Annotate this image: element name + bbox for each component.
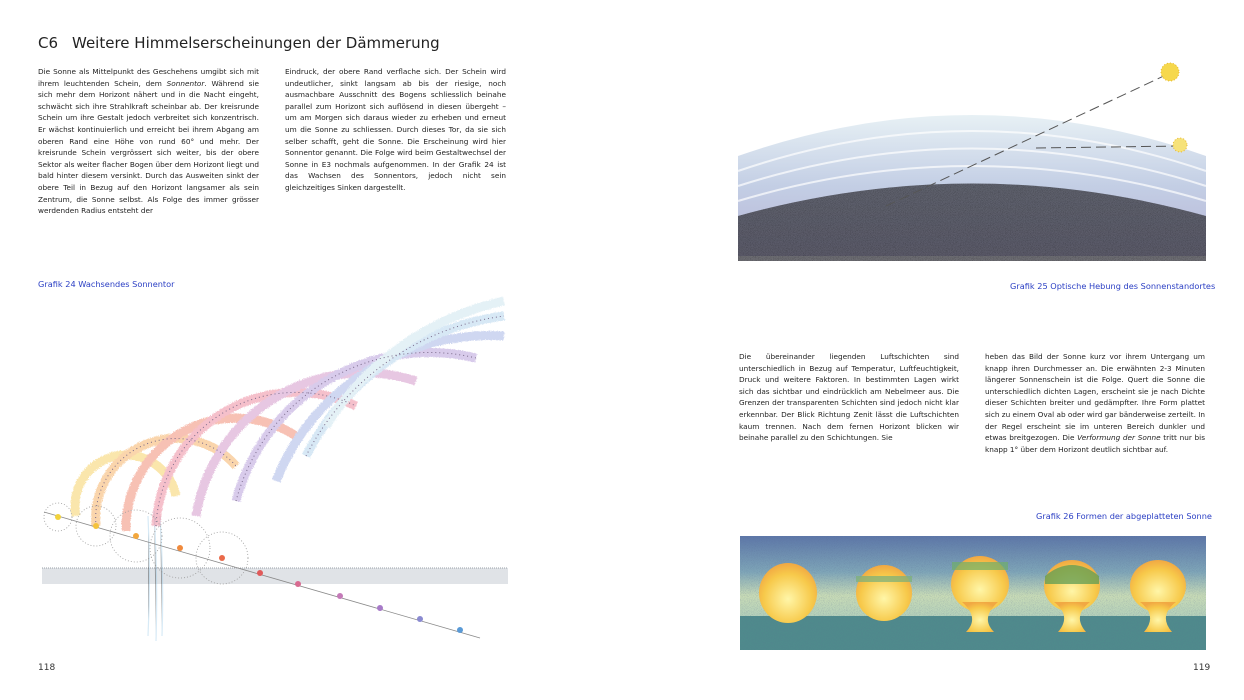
- text-column-2: [285, 66, 506, 194]
- paragraph-4: heben das Bild der Sonne kurz vor ihrem Untergang um knapp ihren Durchmesser an. Die erwähnten 2-3 Minuten längerer Sonnenschein ist die Folge. Quert die Sonne die unterschiedlich dichten Lagen, erscheint sie je nach Dichte dieser Schichten breiter und gedämpfter. Ihre Form plattet sich zu einem Oval ab oder wird gar bänderweise zerteilt. In der Regel erscheint sie im unteren Bereich dunkler und etwas breitgezogen. Die Verformung der Sonne tritt nur bis knapp 1° über dem Horizont deutlich sichtbar auf.: [985, 352, 1206, 454]
- page-number-left: 118: [38, 663, 56, 673]
- grafik-26-illustration: [740, 536, 1206, 650]
- section-number: C6: [38, 34, 59, 52]
- page-number-right: 119: [1193, 663, 1211, 673]
- text-column-4: [985, 351, 1205, 455]
- apparent-sun: [1161, 63, 1179, 81]
- sun-shape-1: [759, 563, 817, 623]
- text-column-3: [739, 351, 959, 444]
- paragraph-1: Die Sonne als Mittelpunkt des Geschehens umgibt sich mit ihrem leuchtenden Schein, dem Sonnentor. Während sie sich mehr dem Horizont nähert und in die Nacht eingeht, schwächt sich ihre Strahlkraft scheinbar ab. Der kreisrunde Schein um ihre Gestalt jedoch verbreitet sich konzentrisch. Er wächst kontinuierlich und erreicht bei ihrem Abgang am oberen Rand eine Höhe von rund 60° und mehr. Der kreisrunde Schein vergrössert sich weiter, bis der obere Sektor als weiter flacher Bogen über dem Horizont liegt und bald hinter diesem versinkt. Durch das Ausweiten sinkt der obere Teil in Bezug auf den Horizont langsamer als sein Zentrum, die Sonne selbst. Als Folge des immer grösser werdenden Radius entsteht der: [38, 67, 259, 216]
- paragraph-3: Die übereinander liegenden Luftschichten sind unterschiedlich in Bezug auf Temperatur, Luftfeuchtigkeit, Druck und weitere Faktoren. In bestimmten Lagen wirkt sich das sichtbar und eindrücklich am Nebelmeer aus. Die Grenzen der transparenten Schichten sind jedoch nicht klar erkennbar. Der Blick Richtung Zenit lässt die Luftschichten kaum trennen. Nach dem fernen Horizont blicken wir beinahe parallel zu den Schichtungen. Sie: [739, 352, 959, 443]
- true-sun: [1173, 138, 1187, 152]
- paragraph-2: Eindruck, der obere Rand verflache sich. Der Schein wird undeutlicher, sinkt langsam ab bis der riesige, noch ausmachbare Ausschnitt des Bogens schliesslich beinahe parallel zum Horizont sich auflösend in diesen übergeht – um am Morgen sich daraus wieder zu erheben und erneut um die Sonne zu schliessen. Durch dieses Tor, da sie sich selber schafft, geht die Sonne. Die Erscheinung wird hier Sonnentor genannt. Die Folge wird beim Gestaltwechsel der Sonne in E3 nochmals aufgenommen. In der Grafik 24 ist das Wachsen des Sonnentors, jedoch nicht sein gleichzeitiges Sinken dargestellt.: [285, 67, 506, 192]
- section-title: Weitere Himmelserscheinungen der Dämmerung: [72, 34, 440, 52]
- grafik-25-illustration: [736, 56, 1208, 266]
- text-column-1: [38, 66, 259, 217]
- grafik-24-illustration: [36, 296, 510, 646]
- caption-grafik-25: Grafik 25 Optische Hebung des Sonnenstandortes: [1010, 281, 1216, 291]
- caption-grafik-26: Grafik 26 Formen der abgeplatteten Sonne: [1036, 511, 1212, 521]
- sonnentor-arcs: [75, 301, 504, 531]
- horizon-band: [42, 568, 508, 584]
- sun-shape-2: [856, 565, 912, 621]
- section-heading: [38, 34, 440, 52]
- caption-grafik-24: Grafik 24 Wachsendes Sonnentor: [38, 279, 175, 289]
